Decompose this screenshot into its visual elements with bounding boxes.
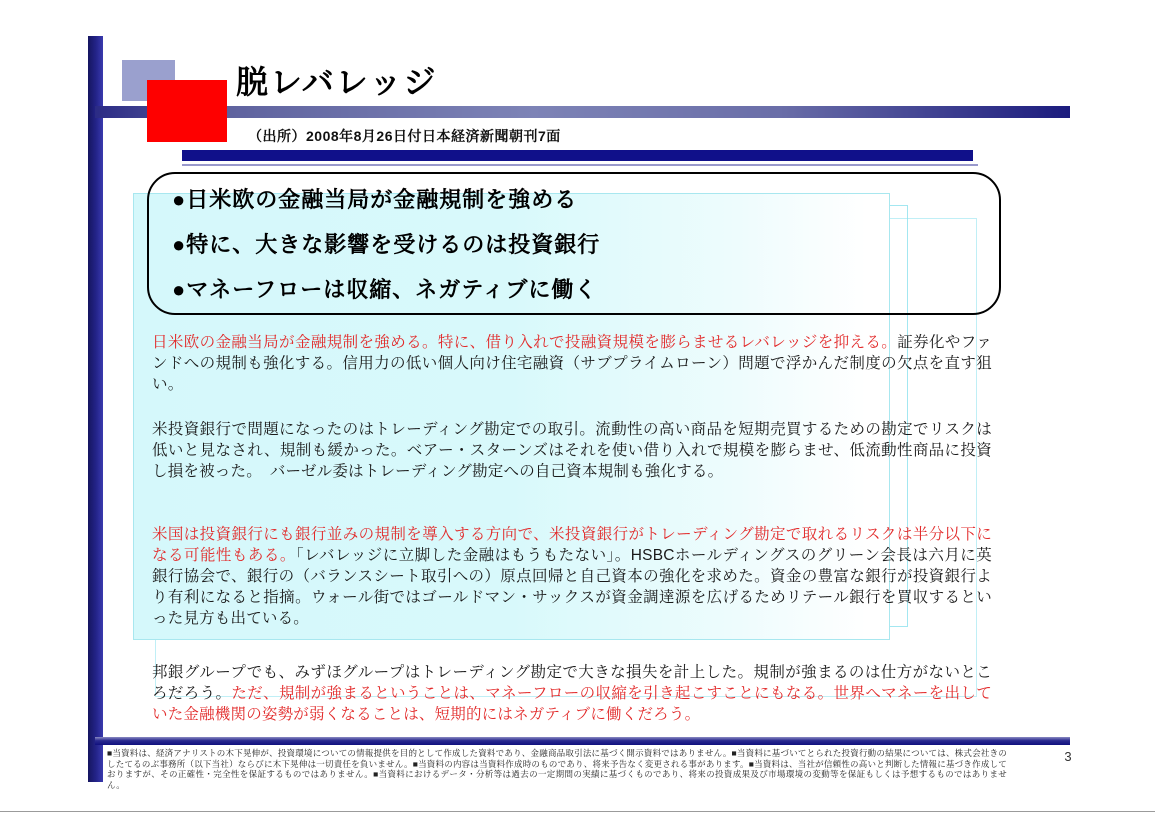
footer-navy-rule xyxy=(95,737,1070,745)
paragraph-2-black-segment: 米投資銀行で問題になったのはトレーディング勘定での取引。流動性の高い商品を短期売買するための勘定でリスクは低いと見なされ、規制も緩かった。ベアー・スターンズはそれを使い借り入れで規模を膨らませ、低流動性商品に投資し損を被った。 バーゼル委はトレーディング勘定への自己資本規制も強化する。 xyxy=(152,421,992,480)
body-paragraph-1 xyxy=(152,332,992,395)
paragraph-3-black-segment: 「レバレッジに立脚した金融はもうもたない」。HSBCホールディングスのグリーン会長は六月に英銀行協会で、銀行の（バランスシート取引への）原点回帰と自己資本の強化を求めた。資金の豊富な銀行が投資銀行より有利になると指摘。ウォール街ではゴールドマン・サックスが資金調達源を広げるためリテール銀行を買収するといった見方も出ている。 xyxy=(152,547,992,627)
source-citation: （出所）2008年8月26日付日本経済新聞朝刊7面 xyxy=(248,128,561,144)
paragraph-3-red-segment: 米国は投資銀行にも銀行並みの規制を導入する方向で、米投資銀行がトレーディング勘定で取れるリスクは半分以下になる可能性もある。 xyxy=(152,526,992,564)
paragraph-1-red-segment: 日米欧の金融当局が金融規制を強める。特に、借り入れで投融資規模を膨らませるレバレッジを抑える。 xyxy=(152,334,898,351)
title-gradient-bar xyxy=(95,106,1070,118)
header-navy-rule xyxy=(182,150,973,161)
summary-bullet-list xyxy=(172,186,982,304)
paragraph-4-black-segment: 邦銀グループでも、みずほグループはトレーディング勘定で大きな損失を計上した。規制が強まるのは仕方がないところだろう。 xyxy=(152,664,992,702)
header-thin-rule xyxy=(182,164,978,166)
red-accent-square xyxy=(147,80,227,142)
page-number: 3 xyxy=(1064,749,1072,764)
body-paragraph-3 xyxy=(152,524,992,629)
summary-bullet-1: ●日米欧の金融当局が金融規制を強める xyxy=(172,187,578,212)
paragraph-4-red-segment: ただ、規制が強まるということは、マネーフローの収縮を引き起こすことにもなる。世界へマネーを出していた金融機関の姿勢が弱くなることは、短期的にはネガティブに働くだろう。 xyxy=(152,685,992,723)
body-paragraph-2 xyxy=(152,419,992,482)
page-bottom-rule xyxy=(0,811,1155,812)
paragraph-1-black-segment: 証券化やファンドへの規制も強化する。信用力の低い個人向け住宅融資（サブプライムローン）問題で浮かんだ制度の欠点を直す狙い。 xyxy=(152,334,993,393)
footer-disclaimer: ■当資料は、経済アナリストの木下晃伸が、投資環境についての情報提供を目的として作成した資料であり、金融商品取引法に基づく開示資料ではありません。■当資料に基づいてとられた投資行動の結果については、株式会社きのしたてるのぶ事務所（以下当社）ならびに木下晃伸は一切責任を負いません。■当資料の内容は当資料作成時のものであり、将来予告なく変更される事があります。■当資料は、当社が信頼性の高いと判断した情報に基づき作成しておりますが、その正確性・完全性を保証するものではありません。■当資料におけるデータ・分析等は過去の一定期間の実績に基づくものであり、将来の投資成果及び市場環境の変動等を保証もしくは予想するものではありません。 xyxy=(107,748,1007,790)
left-vertical-accent-bar xyxy=(88,36,103,782)
summary-bullet-3: ●マネーフローは収縮、ネガティブに働く xyxy=(172,277,598,302)
page-title: 脱レバレッジ xyxy=(236,64,438,100)
body-paragraph-4 xyxy=(152,662,992,725)
summary-bullet-2: ●特に、大きな影響を受けるのは投資銀行 xyxy=(172,232,601,257)
